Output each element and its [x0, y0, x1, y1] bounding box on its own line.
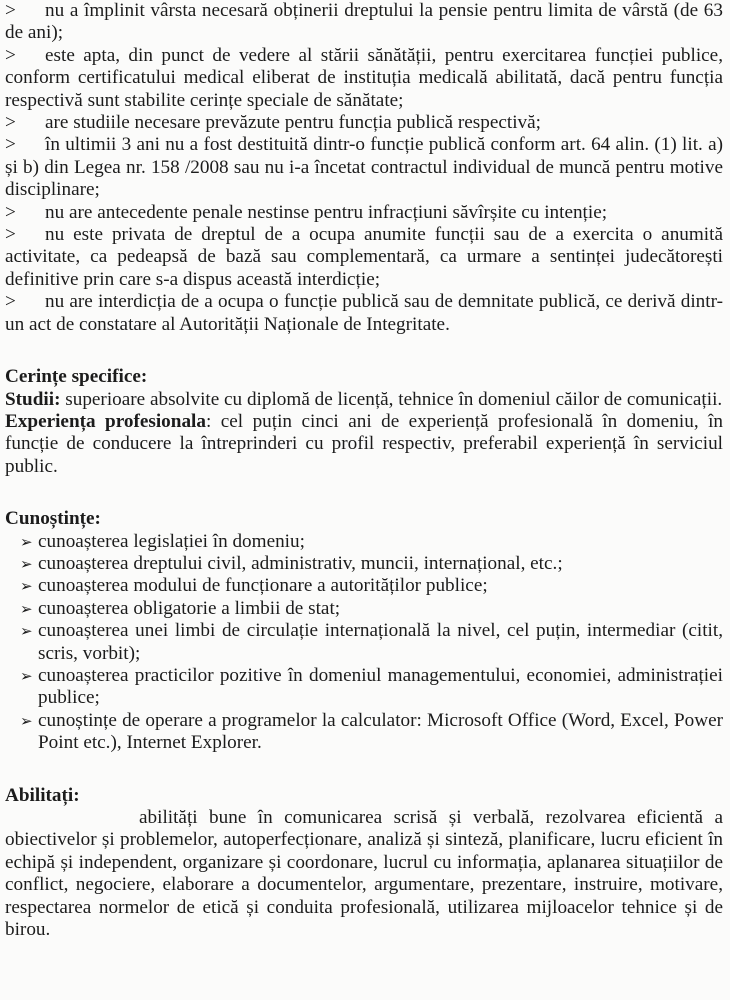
specific-requirements-section	[5, 366, 723, 478]
gt-marker: >	[5, 112, 16, 134]
knowledge-item: ➢ cunoașterea unei limbi de circulație internațională la nivel, cel puțin, intermediar (citit, scris, vorbit);	[20, 620, 723, 664]
arrow-bullet-icon: ➢	[20, 666, 33, 685]
abilities-section	[5, 785, 723, 942]
gt-marker: >	[5, 134, 16, 156]
condition-item: > nu este privata de dreptul de a ocupa anumite funcții sau de a exercita o anumită activitate, ca pedeapsă de bază sau complementară, ca urmare a sentinței judecătorești definitive prin care s-a dispus această interdicție;	[5, 224, 723, 290]
section-heading-knowledge: Cunoștințe:	[5, 508, 101, 530]
document-page	[5, 0, 723, 941]
knowledge-section	[5, 508, 723, 754]
experience-label: Experiența profesionala	[5, 410, 206, 432]
knowledge-item: ➢ cunoașterea dreptului civil, administrativ, muncii, internațional, etc.;	[20, 552, 563, 574]
section-heading-specific: Cerințe specifice:	[5, 366, 148, 388]
knowledge-item: ➢ cunoașterea obligatorie a limbii de stat;	[20, 597, 341, 619]
section-heading-abilities: Abilitați:	[5, 784, 80, 806]
knowledge-item: ➢ cunoașterea practicilor pozitive în domeniul managementului, economiei, administrației publice;	[20, 664, 723, 709]
experience-paragraph: Experiența profesionala: cel puțin cinci ani de experiență profesională în domeniu, în funcție de conducere la întreprinderi cu profil respectiv, preferabil experiență în serviciul public.	[5, 410, 724, 477]
arrow-bullet-icon: ➢	[20, 711, 33, 730]
studies-label: Studii:	[5, 388, 61, 410]
condition-item: > în ultimii 3 ani nu a fost destituită dintr-o funcție publică conform art. 64 alin. (1) lit. a) și b) din Legea nr. 158 /2008 sau nu i-a încetat contractul individual de muncă pentru motive disciplinare;	[5, 134, 723, 201]
gt-marker: >	[5, 0, 16, 21]
gt-marker: >	[5, 201, 16, 223]
gt-marker: >	[5, 44, 16, 66]
condition-item: > nu are interdicția de a ocupa o funcție publică sau de demnitate publică, ce derivă dintr-un act de constatare al Autorității Naționale de Integritate.	[5, 291, 723, 335]
studies-paragraph: Studii: superioare absolvite cu diplomă de licență, tehnice în domeniul căilor de comunicații.	[5, 388, 723, 410]
arrow-bullet-icon: ➢	[20, 599, 33, 618]
arrow-bullet-icon: ➢	[20, 554, 33, 573]
knowledge-item: ➢ cunoașterea legislației în domeniu;	[20, 530, 305, 552]
arrow-bullet-icon: ➢	[20, 577, 33, 596]
condition-item: > este apta, din punct de vedere al stării sănătății, pentru exercitarea funcției publice, conform certificatului medical eliberat de instituția medicală abilitată, dacă pentru funcția respectivă sunt stabilite cerințe speciale de sănătate;	[5, 44, 723, 111]
gt-marker: >	[5, 291, 16, 313]
abilities-paragraph: abilități bune în comunicarea scrisă și verbală, rezolvarea eficientă a obiectivelor și problemelor, autoperfecționare, analiză și sinteză, planificare, lucru eficient în echipă și independent, organizare și coordonare, lucrul cu informația, aplanarea situațiilor de conflict, negociere, elaborare a documentelor, argumentare, prezentare, instruire, motivare, respectarea normelor de etică și conduita profesională, utilizarea mijloacelor tehnice și de birou.	[5, 807, 723, 941]
knowledge-item: ➢ cunoștințe de operare a programelor la calculator: Microsoft Office (Word, Excel, Power Point etc.), Internet Explorer.	[20, 709, 723, 754]
knowledge-item: ➢ cunoașterea modului de funcționare a autorităților publice;	[20, 575, 488, 597]
condition-item: > are studiile necesare prevăzute pentru funcția publică respectivă;	[5, 112, 541, 134]
condition-item: > nu a împlinit vârsta necesară obținerii dreptului la pensie pentru limita de vârstă (de 63 de ani);	[5, 0, 723, 44]
arrow-bullet-icon: ➢	[20, 532, 33, 551]
condition-item: > nu are antecedente penale nestinse pentru infracțiuni săvîrșite cu intenție;	[5, 201, 608, 223]
conditions-list	[5, 0, 723, 336]
gt-marker: >	[5, 224, 16, 246]
arrow-bullet-icon: ➢	[20, 622, 33, 641]
